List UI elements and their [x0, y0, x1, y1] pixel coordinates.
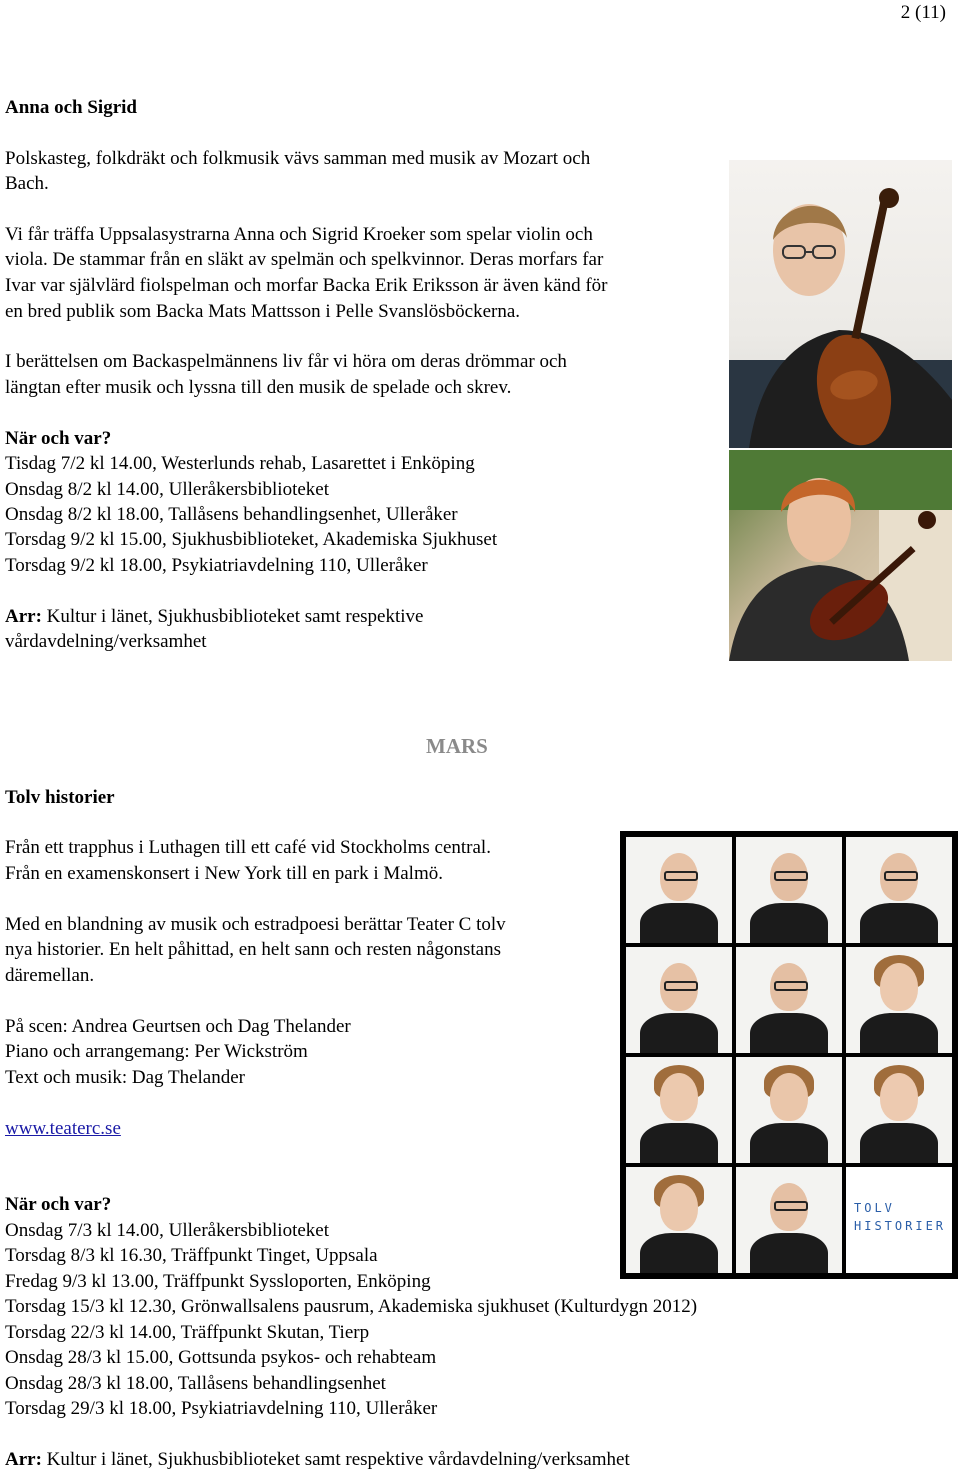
event1-date: Onsdag 8/2 kl 14.00, Ulleråkersbiblioteket [5, 479, 329, 500]
event2-credits-line1: På scen: Andrea Geurtsen och Dag Thelander [5, 1016, 351, 1037]
portrait-man [846, 837, 952, 943]
event1-para3-line1: I berättelsen om Backaspelmännens liv får vi höra om deras drömmar och [5, 351, 567, 372]
teaterc-link[interactable]: www.teaterc.se [5, 1118, 121, 1139]
violinist-photo-anna [729, 160, 952, 448]
event2-when-heading: När och var? [5, 1194, 112, 1215]
arr-text: Kultur i länet, Sjukhusbiblioteket samt respektive vårdavdelning/verksamhet [41, 1449, 630, 1470]
portrait-woman [846, 947, 952, 1053]
event1-date: Onsdag 8/2 kl 18.00, Tallåsens behandlingsenhet, Ulleråker [5, 504, 458, 525]
event1-date: Torsdag 9/2 kl 15.00, Sjukhusbiblioteket, Akademiska Sjukhuset [5, 529, 498, 550]
event2-date: Onsdag 7/3 kl 14.00, Ulleråkersbiblioteket [5, 1220, 329, 1241]
event1-para2-line4: en bred publik som Backa Mats Mattsson i Pelle Svanslösböckerna. [5, 301, 521, 322]
event2-para2-line2: nya historier. En helt påhittad, en helt sann och resten någonstans [5, 939, 501, 960]
portrait-woman [846, 1057, 952, 1163]
event1-para2-line3: Ivar var självlärd fiolspelman och morfar Backa Erik Eriksson är även känd för [5, 275, 608, 296]
event1-para2-line1: Vi får träffa Uppsalasystrarna Anna och Sigrid Kroeker som spelar violin och [5, 224, 593, 245]
event2-date: Torsdag 15/3 kl 12.30, Grönwallsalens pausrum, Akademiska sjukhuset (Kulturdygn 2012) [5, 1296, 698, 1317]
event2-para1-line1: Från ett trapphus i Luthagen till ett café vid Stockholms central. [5, 837, 491, 858]
event1-arrangers-line2: vårdavdelning/verksamhet [5, 631, 207, 652]
portrait-man [626, 947, 732, 1053]
logo-line1: TOLV [854, 1201, 895, 1215]
page-number: 2 (11) [900, 2, 946, 23]
portrait-woman [626, 1057, 732, 1163]
event1-para1-line1: Polskasteg, folkdräkt och folkmusik vävs samman med musik av Mozart och [5, 148, 591, 169]
event1-title: Anna och Sigrid [5, 97, 137, 118]
logo-line2: HISTORIER [854, 1219, 947, 1233]
portrait-man [736, 837, 842, 943]
tolv-historier-logo [846, 1167, 952, 1273]
portrait-man [736, 947, 842, 1053]
event2-date: Fredag 9/3 kl 13.00, Träffpunkt Syssloporten, Enköping [5, 1271, 431, 1292]
event1-when-heading: När och var? [5, 428, 112, 449]
portrait-collage [620, 831, 958, 1279]
event2-arrangers [5, 1447, 630, 1473]
portrait-woman [736, 1057, 842, 1163]
event2-date: Torsdag 29/3 kl 18.00, Psykiatriavdelning 110, Ulleråker [5, 1398, 438, 1419]
event1-para2-line2: viola. De stammar från en släkt av spelmän och spelkvinnor. Deras morfars far [5, 249, 604, 270]
violinist-photo-sigrid [729, 450, 952, 661]
event1-para3-line2: längtan efter musik och lyssna till den musik de spelade och skrev. [5, 377, 512, 398]
arr-text: Kultur i länet, Sjukhusbiblioteket samt respektive [41, 606, 424, 627]
event2-credits-line2: Piano och arrangemang: Per Wickström [5, 1041, 308, 1062]
event2-date: Torsdag 22/3 kl 14.00, Träffpunkt Skutan, Tierp [5, 1322, 370, 1343]
event2-para1-line2: Från en examenskonsert i New York till en park i Malmö. [5, 863, 443, 884]
event2-para2-line3: däremellan. [5, 965, 95, 986]
event2-title: Tolv historier [5, 787, 115, 808]
event1-date: Tisdag 7/2 kl 14.00, Westerlunds rehab, Lasarettet i Enköping [5, 453, 475, 474]
event1-para1-line2: Bach. [5, 173, 49, 194]
month-heading: MARS [426, 734, 488, 758]
event2-date: Onsdag 28/3 kl 15.00, Gottsunda psykos- och rehabteam [5, 1347, 437, 1368]
portrait-man [626, 837, 732, 943]
event2-para2-line1: Med en blandning av musik och estradpoesi berättar Teater C tolv [5, 914, 506, 935]
event2-date: Torsdag 8/3 kl 16.30, Träffpunkt Tinget, Uppsala [5, 1245, 378, 1266]
arr-label: Arr: [5, 1449, 42, 1470]
event1-arrangers [5, 604, 423, 630]
portrait-woman [626, 1167, 732, 1273]
event2-date: Onsdag 28/3 kl 18.00, Tallåsens behandlingsenhet [5, 1373, 386, 1394]
portrait-man [736, 1167, 842, 1273]
event2-credits-line3: Text och musik: Dag Thelander [5, 1067, 245, 1088]
arr-label: Arr: [5, 606, 42, 627]
event1-date: Torsdag 9/2 kl 18.00, Psykiatriavdelning 110, Ulleråker [5, 555, 428, 576]
